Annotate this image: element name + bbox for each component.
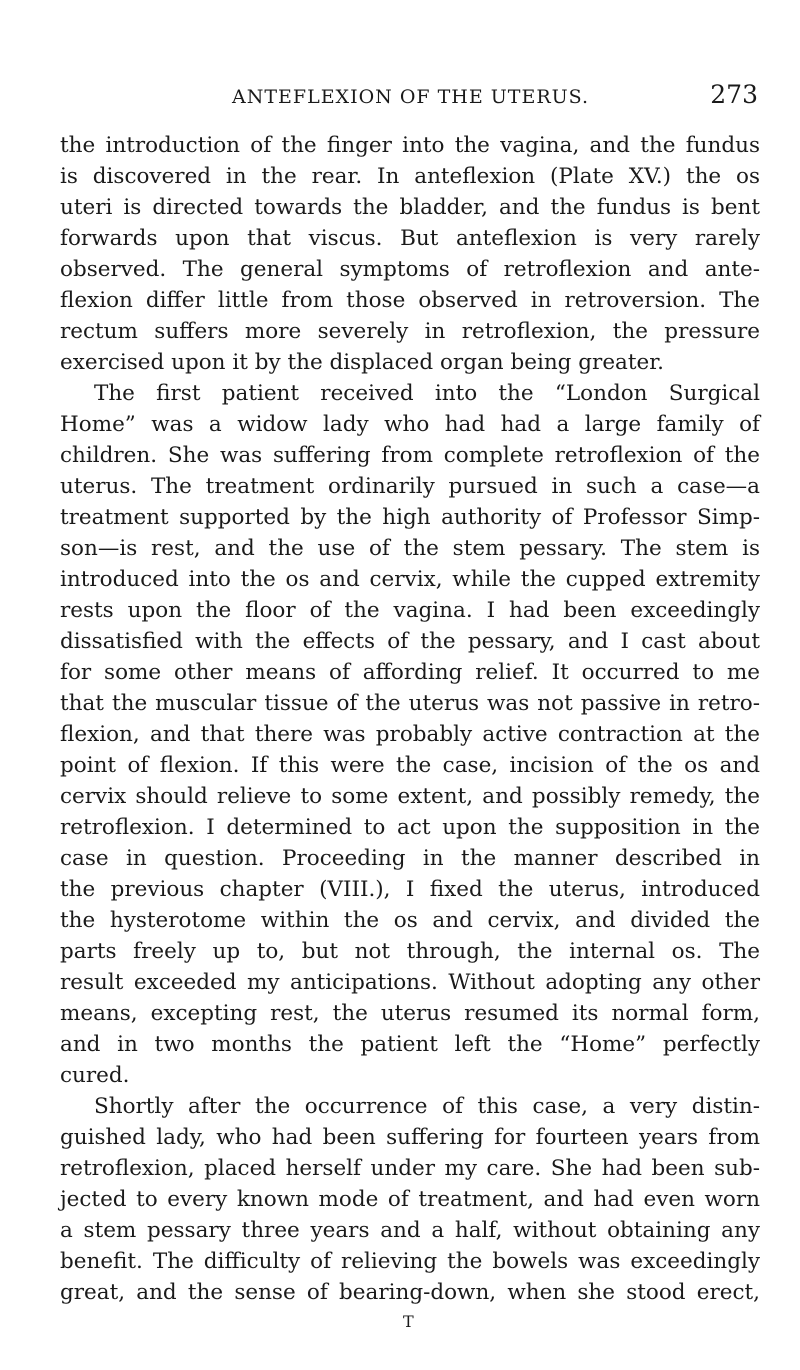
text-line: a stem pessary three years and a half, without obtaining any xyxy=(60,1218,760,1243)
body-text xyxy=(60,130,760,1308)
text-line: introduced into the os and cervix, while the cupped extremity xyxy=(60,567,760,592)
text-line: children. She was suffering from complete retroflexion of the xyxy=(60,443,760,468)
text-line: rests upon the floor of the vagina. I had been exceedingly xyxy=(60,598,760,623)
text-line: the introduction of the finger into the vagina, and the fundus xyxy=(60,133,760,158)
running-title: ANTEFLEXION OF THE UTERUS. xyxy=(232,86,590,108)
text-line: the hysterotome within the os and cervix, and divided the xyxy=(60,908,760,933)
text-line: the previous chapter (VIII.), I fixed the uterus, introduced xyxy=(60,877,760,902)
text-line: Shortly after the occurrence of this case, a very distin- xyxy=(94,1094,760,1119)
text-line: retroflexion. I determined to act upon the supposition in the xyxy=(60,815,760,840)
text-line: forwards upon that viscus. But anteflexion is very rarely xyxy=(60,226,760,251)
text-line: that the muscular tissue of the uterus was not passive in retro- xyxy=(60,691,760,716)
text-line: parts freely up to, but not through, the internal os. The xyxy=(60,939,760,964)
text-line: exercised upon it by the displaced organ being greater. xyxy=(60,350,664,375)
text-line: result exceeded my anticipations. Without adopting any other xyxy=(60,970,760,995)
text-line: case in question. Proceeding in the manner described in xyxy=(60,846,760,871)
text-line: means, excepting rest, the uterus resumed its normal form, xyxy=(60,1001,760,1026)
text-line: uteri is directed towards the bladder, and the fundus is bent xyxy=(60,195,760,220)
text-line: is discovered in the rear. In anteflexion (Plate XV.) the os xyxy=(60,164,760,189)
text-line: observed. The general symptoms of retroflexion and ante- xyxy=(60,257,760,282)
text-line: point of flexion. If this were the case, incision of the os and xyxy=(60,753,760,778)
text-line: and in two months the patient left the “Home” perfectly xyxy=(60,1032,760,1057)
signature-mark: T xyxy=(403,1312,414,1331)
text-line: flexion differ little from those observed in retroversion. The xyxy=(60,288,760,313)
text-line: treatment supported by the high authority of Professor Simp- xyxy=(60,505,760,530)
text-line: retroflexion, placed herself under my care. She had been sub- xyxy=(60,1156,760,1181)
page-header xyxy=(232,80,758,116)
text-line: jected to every known mode of treatment, and had even worn xyxy=(60,1187,760,1212)
text-line: guished lady, who had been suffering for fourteen years from xyxy=(60,1125,760,1150)
text-line: Home” was a widow lady who had had a large family of xyxy=(60,412,760,437)
text-line: cervix should relieve to some extent, and possibly remedy, the xyxy=(60,784,760,809)
text-line: dissatisfied with the effects of the pessary, and I cast about xyxy=(60,629,760,654)
text-line: rectum suffers more severely in retroflexion, the pressure xyxy=(60,319,760,344)
page-number: 273 xyxy=(710,80,758,109)
text-line: flexion, and that there was probably active contraction at the xyxy=(60,722,760,747)
text-line: benefit. The difficulty of relieving the bowels was exceedingly xyxy=(60,1249,760,1274)
text-line: great, and the sense of bearing-down, when she stood erect, xyxy=(60,1280,760,1305)
text-line: for some other means of affording relief. It occurred to me xyxy=(60,660,760,685)
text-line: cured. xyxy=(60,1063,130,1088)
text-line: The first patient received into the “London Surgical xyxy=(94,381,760,406)
text-line: uterus. The treatment ordinarily pursued in such a case—a xyxy=(60,474,760,499)
text-line: son—is rest, and the use of the stem pessary. The stem is xyxy=(60,536,760,561)
